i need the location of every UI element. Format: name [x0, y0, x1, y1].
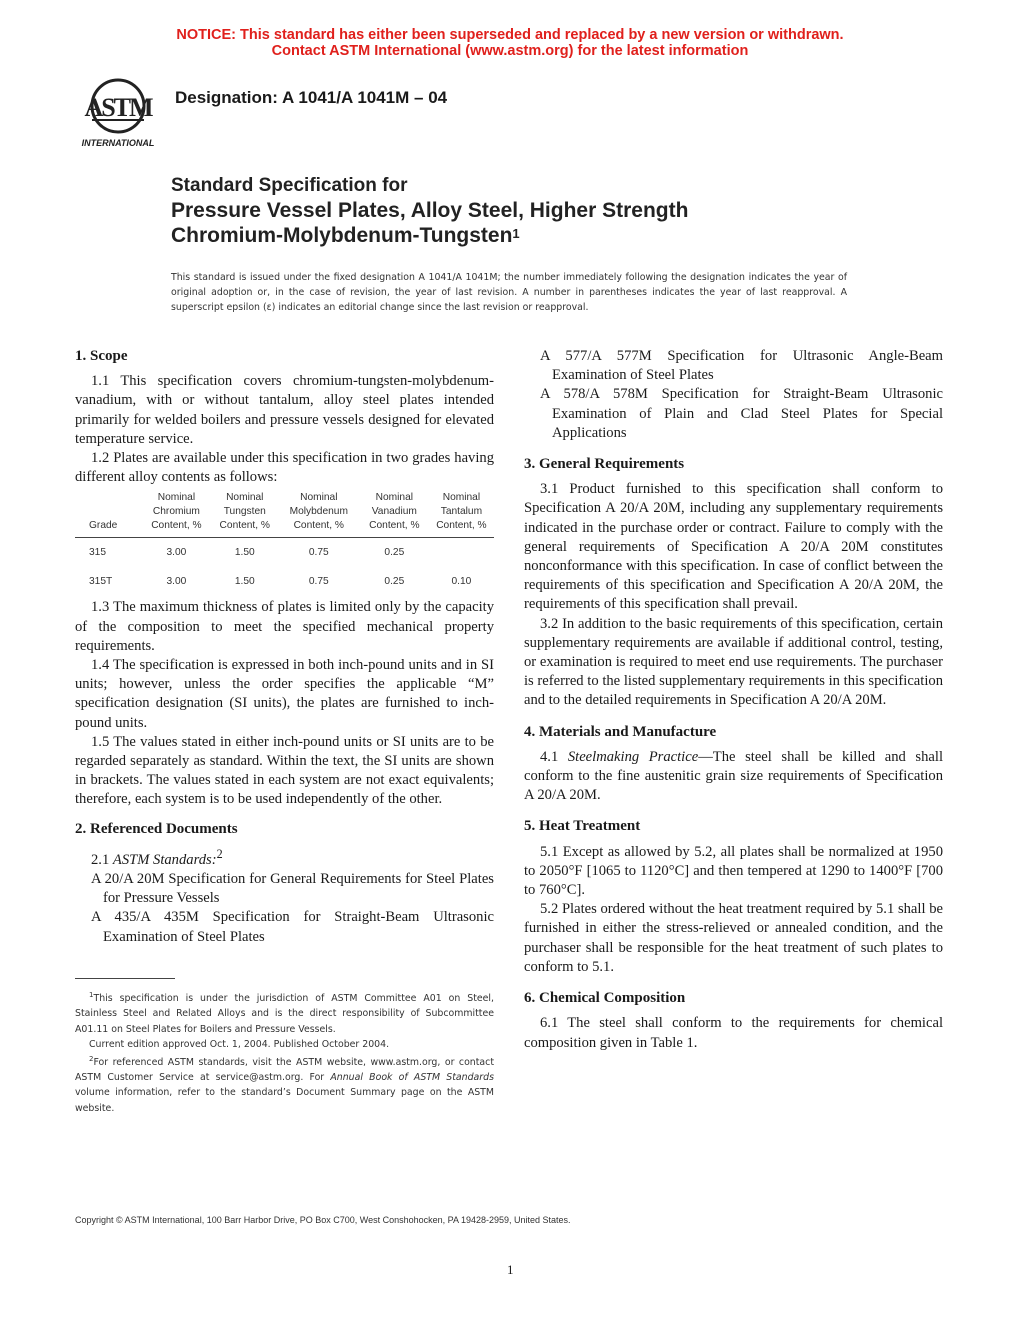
para-2-1-number: 2.1: [91, 851, 110, 868]
para-1-3: 1.3 The maximum thickness of plates is limited only by the capacity of the composition to meet the specified mechanical property requirements.: [75, 599, 494, 654]
footnote-1: [75, 988, 494, 1037]
astm-logo-icon: [74, 74, 162, 150]
para-3-1: 3.1 Product furnished to this specification shall conform to Specification A 20/A 20M, including any supplementary requirements indicated in the purchase order or contract. Failure to comply with the general requirements of Specification A 20/A 20M constitutes nonconformance with this specification. In case of conflict between the requirements of this specification and Specification A 20/A 20M, the requirements of this specification shall prevail.: [524, 481, 943, 613]
table-header-row: [75, 491, 494, 538]
section-1-heading: 1. Scope: [75, 348, 128, 364]
title-line-3: [171, 223, 688, 248]
para-6-1: 6.1 The steel shall conform to the requirements for chemical composition given in Table 1.: [524, 1015, 943, 1051]
issued-note: This standard is issued under the fixed designation A 1041/A 1041M; the number immediately following the designation indicates the year of original adoption or, in the case of revision, the year of last revision. A number in parentheses indicates the year of last reapproval. A superscript epsilon (ε) indicates an editorial change since the last revision or reapproval.: [171, 272, 847, 313]
section-6-heading: 6. Chemical Composition: [524, 990, 686, 1007]
section-3-heading: 3. General Requirements: [524, 456, 685, 473]
table-cell: 0.25: [384, 547, 405, 559]
left-column: [75, 347, 494, 947]
para-1-2: 1.2 Plates are available under this specification in two grades having different alloy contents as follows:: [75, 450, 494, 486]
section-2-heading: 2. Referenced Documents: [75, 820, 238, 837]
para-4-1-text: —The steel shall be killed and shall conform to the fine austenitic grain size requirements of Specification A 20/A 20M.: [524, 748, 943, 804]
withdrawal-notice: [0, 27, 1020, 59]
table-row: [75, 538, 494, 568]
notice-line-1: NOTICE: This standard has either been superseded and replaced by a new version or withdrawn.: [176, 27, 844, 43]
para-4-1: [524, 748, 943, 806]
section-5-heading: 5. Heat Treatment: [524, 818, 641, 835]
table-cell: 0.25: [384, 576, 405, 588]
para-4-1-number: 4.1: [540, 748, 559, 765]
para-2-1-title: ASTM Standards:: [112, 851, 217, 868]
para-2-1: [75, 845, 494, 870]
para-5-1: 5.1 Except as allowed by 5.2, all plates shall be normalized at 1950 to 2050°F [1065 to 1120°C] and then tempered at 1290 to 1400°F [700 to 760°C].: [524, 843, 943, 899]
table-cell: 0.10: [451, 576, 472, 588]
logo-subtext: INTERNATIONAL: [81, 138, 155, 148]
para-1-4: 1.4 The specification is expressed in both inch-pound units and in SI units; however, unless the order specifies the applicable “M” specification designation (SI units), the plates are furnished to inch-pound units.: [75, 657, 494, 731]
para-3-2: 3.2 In addition to the basic requirements of this specification, certain supplementary requirements are available if additional control, testing, or examination is required to meet end use requirements. The purchaser is referred to the listed supplementary requirements in this specification and to the detailed requirements in Specification A 20/A 20M.: [524, 615, 943, 709]
title-line-1: Standard Specification for: [171, 175, 408, 196]
reference-item: A 435/A 435M Specification for Straight-Beam Ultrasonic Examination of Steel Plates: [91, 909, 494, 945]
title-footnote-mark: 1: [512, 226, 520, 241]
table-cell: 3.00: [166, 547, 187, 559]
title-line-2: Pressure Vessel Plates, Alloy Steel, Higher Strength: [171, 199, 689, 222]
footnote-divider: [75, 978, 175, 979]
footnote-2-text-a: For referenced ASTM standards, visit the ASTM website, www.astm.org, or contact ASTM Customer Service at service@astm.org. For: [75, 1057, 494, 1084]
table-header-cell: Nominal Molybdenum Content, %: [278, 491, 360, 538]
table-cell: 3.00: [166, 576, 187, 588]
table-header-cell: Nominal Vanadium Content, %: [360, 491, 429, 538]
table-header-cell: Nominal Chromium Content, %: [141, 491, 212, 538]
table-cell: 1.50: [234, 576, 255, 588]
footnote-2: [75, 1052, 494, 1116]
para-4-1-title: Steelmaking Practice: [567, 748, 699, 765]
right-column: [524, 347, 943, 1053]
footnote-1-text: This specification is under the jurisdiction of ASTM Committee A01 on Steel, Stainless Steel and Related Alloys and is the direct responsibility of Subcommittee A01.11 on Steel Plates for Boilers and Pressure Vessels.: [75, 993, 494, 1035]
footnotes: [75, 988, 494, 1116]
para-1-5: 1.5 The values stated in either inch-pound units or SI units are to be regarded separately as standard. Within the text, the SI units are shown in brackets. The values stated in each system are not exact equivalents; therefore, each system is to be used independently of the other.: [75, 733, 494, 808]
table-header-cell: Nominal Tungsten Content, %: [212, 491, 278, 538]
reference-item: A 577/A 577M Specification for Ultrasonic Angle-Beam Examination of Steel Plates: [540, 348, 943, 384]
notice-line-2: Contact ASTM International (www.astm.org) for the latest information: [271, 43, 749, 59]
table-header-cell: Nominal Tantalum Content, %: [429, 491, 494, 538]
para-2-1-footnote-mark: 2: [216, 846, 223, 861]
table-cell: 1.50: [234, 547, 255, 559]
footnote-2-text-b: volume information, refer to the standard’s Document Summary page on the ASTM website.: [75, 1087, 494, 1114]
title-line-3-text: Chromium-Molybdenum-Tungsten: [171, 224, 513, 247]
footnote-1-mark: 1: [89, 991, 94, 999]
table-cell: 315: [89, 547, 106, 559]
copyright: Copyright © ASTM International, 100 Barr Harbor Drive, PO Box C700, West Conshohocken, PA 19428-2959, United States.: [75, 1215, 571, 1225]
table-cell: 315T: [89, 576, 113, 588]
table-cell: 0.75: [308, 576, 329, 588]
table-cell: 0.75: [308, 547, 329, 559]
reference-item: A 20/A 20M Specification for General Requirements for Steel Plates for Pressure Vessels: [91, 870, 494, 907]
svg-text:ASTM: ASTM: [84, 93, 152, 122]
reference-item: A 578/A 578M Specification for Straight-Beam Ultrasonic Examination of Plain and Clad Steel Plates for Special Applications: [540, 386, 943, 441]
section-4-heading: 4. Materials and Manufacture: [524, 723, 717, 740]
document-title: [171, 174, 688, 248]
para-5-2: 5.2 Plates ordered without the heat treatment required by 5.1 shall be furnished in either the stress-relieved or annealed condition, and the purchaser shall be responsible for the heat treatment of such plates to conform to 5.1.: [524, 901, 943, 975]
table-cell: [429, 538, 494, 568]
table-row: [75, 567, 494, 596]
footnote-2-italic: Annual Book of ASTM Standards: [330, 1072, 494, 1084]
alloy-content-table: [75, 491, 494, 596]
designation: Designation: A 1041/A 1041M – 04: [175, 88, 448, 107]
footnote-1-edition: Current edition approved Oct. 1, 2004. Published October 2004.: [89, 1038, 390, 1050]
table-header-cell: Grade: [75, 491, 141, 538]
para-1-1: 1.1 This specification covers chromium-tungsten-molybdenum-vanadium, with or without tantalum, alloy steel plates intended primarily for welded boilers and pressure vessels designed for elevated temperature service.: [75, 373, 494, 447]
page-number: 1: [507, 1262, 514, 1277]
footnote-2-mark: 2: [89, 1054, 94, 1063]
